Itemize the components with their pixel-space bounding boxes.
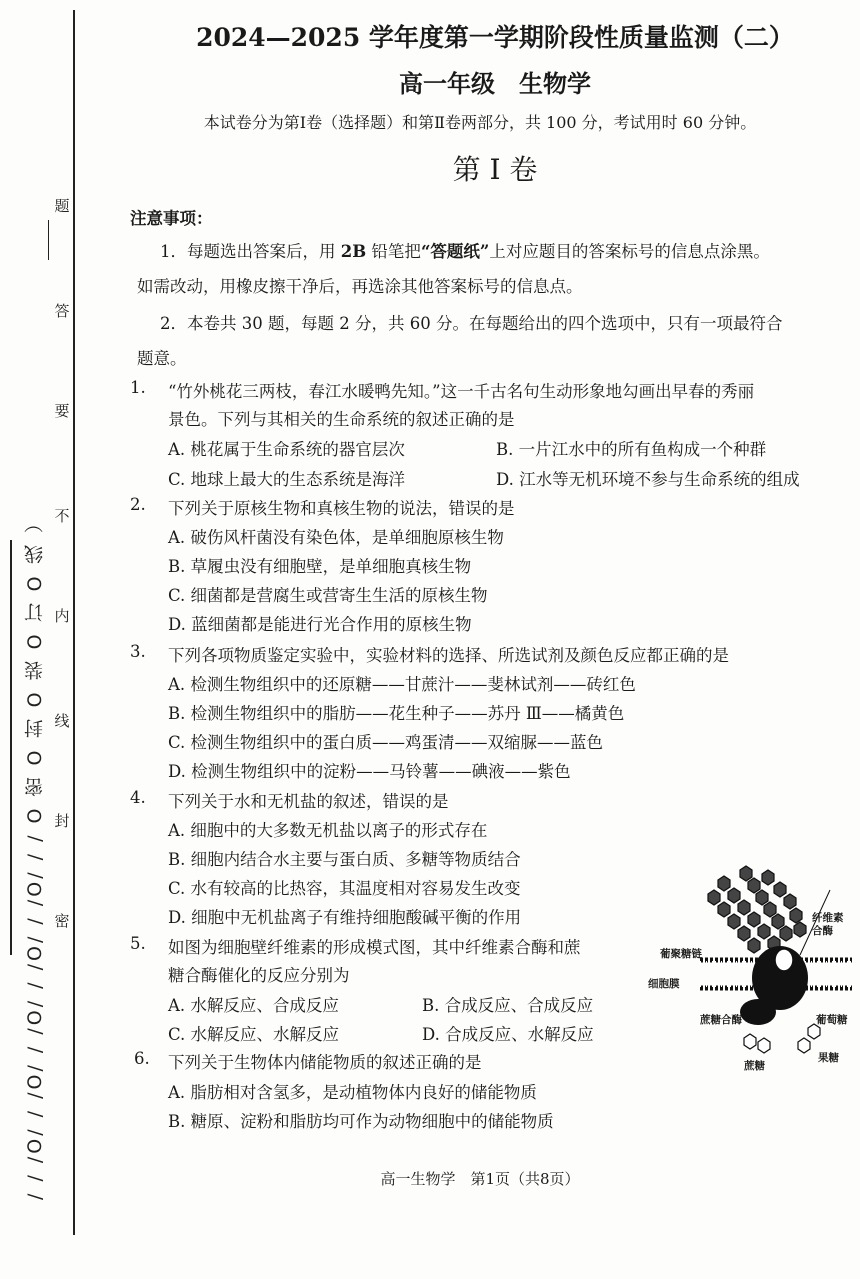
label-fructose: 果糖: [818, 1052, 839, 1064]
figure-svg: [640, 860, 852, 1075]
q2-option-a: A. 破伤风杆菌没有染色体，是单细胞原核生物: [168, 528, 504, 547]
gutter-char-feng: 封: [54, 812, 70, 830]
q5-option-d: D. 合成反应、水解反应: [422, 1025, 594, 1044]
exam-subtitle: 高一年级 生物学: [399, 69, 591, 98]
exam-note: 本试卷分为第Ⅰ卷（选择题）和第Ⅱ卷两部分，共 100 分，考试用时 60 分钟。: [203, 113, 757, 132]
q2-stem: 下列关于原核生物和真核生物的说法，错误的是: [168, 499, 515, 518]
q4-option-b: B. 细胞内结合水主要与蛋白质、多糖等物质结合: [168, 850, 521, 869]
volume-title: 第 Ⅰ 卷: [452, 153, 538, 186]
notice-item-1-b: 2B: [340, 242, 367, 261]
gutter-char-bu: 不: [54, 507, 70, 525]
sugar-molecules-graphic: [744, 1024, 820, 1053]
q6-option-b: B. 糖原、淀粉和脂肪均可作为动物细胞中的储能物质: [168, 1112, 554, 1131]
q6-option-a: A. 脂肪相对含氢多，是动植物体内良好的储能物质: [168, 1083, 537, 1102]
notice-item-2-line1: 2．本卷共 30 题，每题 2 分，共 60 分。在每题给出的四个选项中，只有一项最符合: [160, 314, 783, 333]
sucrose-synthase-shape: [740, 999, 776, 1025]
q4-stem: 下列关于水和无机盐的叙述，错误的是: [168, 792, 449, 811]
gutter-char-nei: 内: [54, 607, 70, 625]
q1-number: 1.: [130, 378, 146, 397]
gutter-line-outer: [10, 540, 12, 955]
cellulose-formation-figure: [640, 860, 852, 1075]
q1-option-b: B. 一片江水中的所有鱼构成一个种群: [496, 440, 767, 459]
label-glucose: 葡萄糖: [816, 1014, 848, 1026]
label-sucrose-synthase: 蔗糖合酶: [700, 1014, 742, 1026]
q1-option-c: C. 地球上最大的生态系统是海洋: [168, 470, 406, 489]
q2-option-d: D. 蓝细菌都是能进行光合作用的原核生物: [168, 615, 472, 634]
notice-item-1-a: 1．每题选出答案后，用: [160, 242, 341, 261]
page-footer: 高一生物学 第1页（共8页）: [380, 1170, 580, 1188]
notice-item-1-line2: 如需改动，用橡皮擦干净后，再选涂其他答案标号的信息点。: [137, 277, 583, 296]
gutter-line-mid: [48, 220, 49, 260]
q3-option-a: A. 检测生物组织中的还原糖——甘蔗汁——斐林试剂——砖红色: [168, 675, 636, 694]
q2-number: 2.: [130, 495, 146, 514]
notice-item-2-line2: 题意。: [137, 349, 187, 368]
q1-option-a: A. 桃花属于生命系统的器官层次: [168, 440, 405, 459]
gutter-char-xian: 线: [54, 712, 70, 730]
q1-stem-1: “竹外桃花三两枝，春江水暖鸭先知。”这一千古名句生动形象地勾画出早春的秀丽: [168, 382, 755, 401]
gutter-char-ti: 题: [54, 197, 70, 215]
glucan-chains-graphic: [708, 866, 806, 953]
notice-item-1: [160, 238, 770, 262]
q3-stem: 下列各项物质鉴定实验中，实验材料的选择、所选试剂及颜色反应都正确的是: [168, 646, 729, 665]
notice-item-1-e: 上对应题目的答案标号的信息点涂黑。: [489, 242, 770, 261]
label-cell-membrane: 细胞膜: [648, 978, 680, 990]
q3-option-d: D. 检测生物组织中的淀粉——马铃薯——碘液——紫色: [168, 762, 571, 781]
enzyme-pore-shape: [775, 949, 793, 971]
notice-item-1-d: “答题纸”: [420, 242, 490, 261]
q2-option-b: B. 草履虫没有细胞壁，是单细胞真核生物: [168, 557, 472, 576]
q3-option-b: B. 检测生物组织中的脂肪——花生种子——苏丹 Ⅲ——橘黄色: [168, 704, 625, 723]
gutter-line-inner: [73, 10, 75, 1235]
q3-number: 3.: [130, 642, 146, 661]
q4-option-a: A. 细胞中的大多数无机盐以离子的形式存在: [168, 821, 488, 840]
q2-option-c: C. 细菌都是营腐生或营寄生生活的原核生物: [168, 586, 488, 605]
notice-heading: 注意事项：: [130, 209, 213, 228]
q5-option-b: B. 合成反应、合成反应: [422, 996, 594, 1015]
q6-stem: 下列关于生物体内储能物质的叙述正确的是: [168, 1053, 482, 1072]
q4-number: 4.: [130, 788, 146, 807]
gutter-char-yao: 要: [54, 402, 70, 420]
label-cellulose-synthase: 纤维素合酶: [812, 912, 844, 937]
q5-option-c: C. 水解反应、水解反应: [168, 1025, 340, 1044]
q5-stem-2: 糖合酶催化的反应分别为: [168, 966, 350, 985]
q3-option-c: C. 检测生物组织中的蛋白质——鸡蛋清——双缩脲——蓝色: [168, 733, 604, 752]
q5-option-a: A. 水解反应、合成反应: [168, 996, 339, 1015]
q1-option-d: D. 江水等无机环境不参与生命系统的组成: [496, 470, 800, 489]
notice-item-1-c: 铅笔把: [366, 242, 421, 261]
gutter-char-mi: 密: [54, 912, 70, 930]
q1-stem-2: 景色。下列与其相关的生命系统的叙述正确的是: [168, 410, 515, 429]
gutter-char-da: 答: [54, 302, 70, 320]
q4-option-c: C. 水有较高的比热容，其温度相对容易发生改变: [168, 879, 521, 898]
exam-title: 2024—2025 学年度第一学期阶段性质量监测（二）: [196, 23, 794, 52]
label-glucan-chain: 葡聚糖链: [660, 948, 702, 960]
q5-number: 5.: [130, 934, 146, 953]
label-sucrose: 蔗糖: [744, 1060, 765, 1072]
q6-number: 6.: [134, 1049, 150, 1068]
q5-stem-1: 如图为细胞壁纤维素的形成模式图，其中纤维素合酶和蔗: [168, 938, 581, 957]
seal-line-text: / / /O/ / /O/ / /O/ / /O/ / /O/ / / O 密 O 封 O 装 O 订 O 线 ）: [24, 511, 46, 1200]
q4-option-d: D. 细胞中无机盐离子有维持细胞酸碱平衡的作用: [168, 908, 522, 927]
